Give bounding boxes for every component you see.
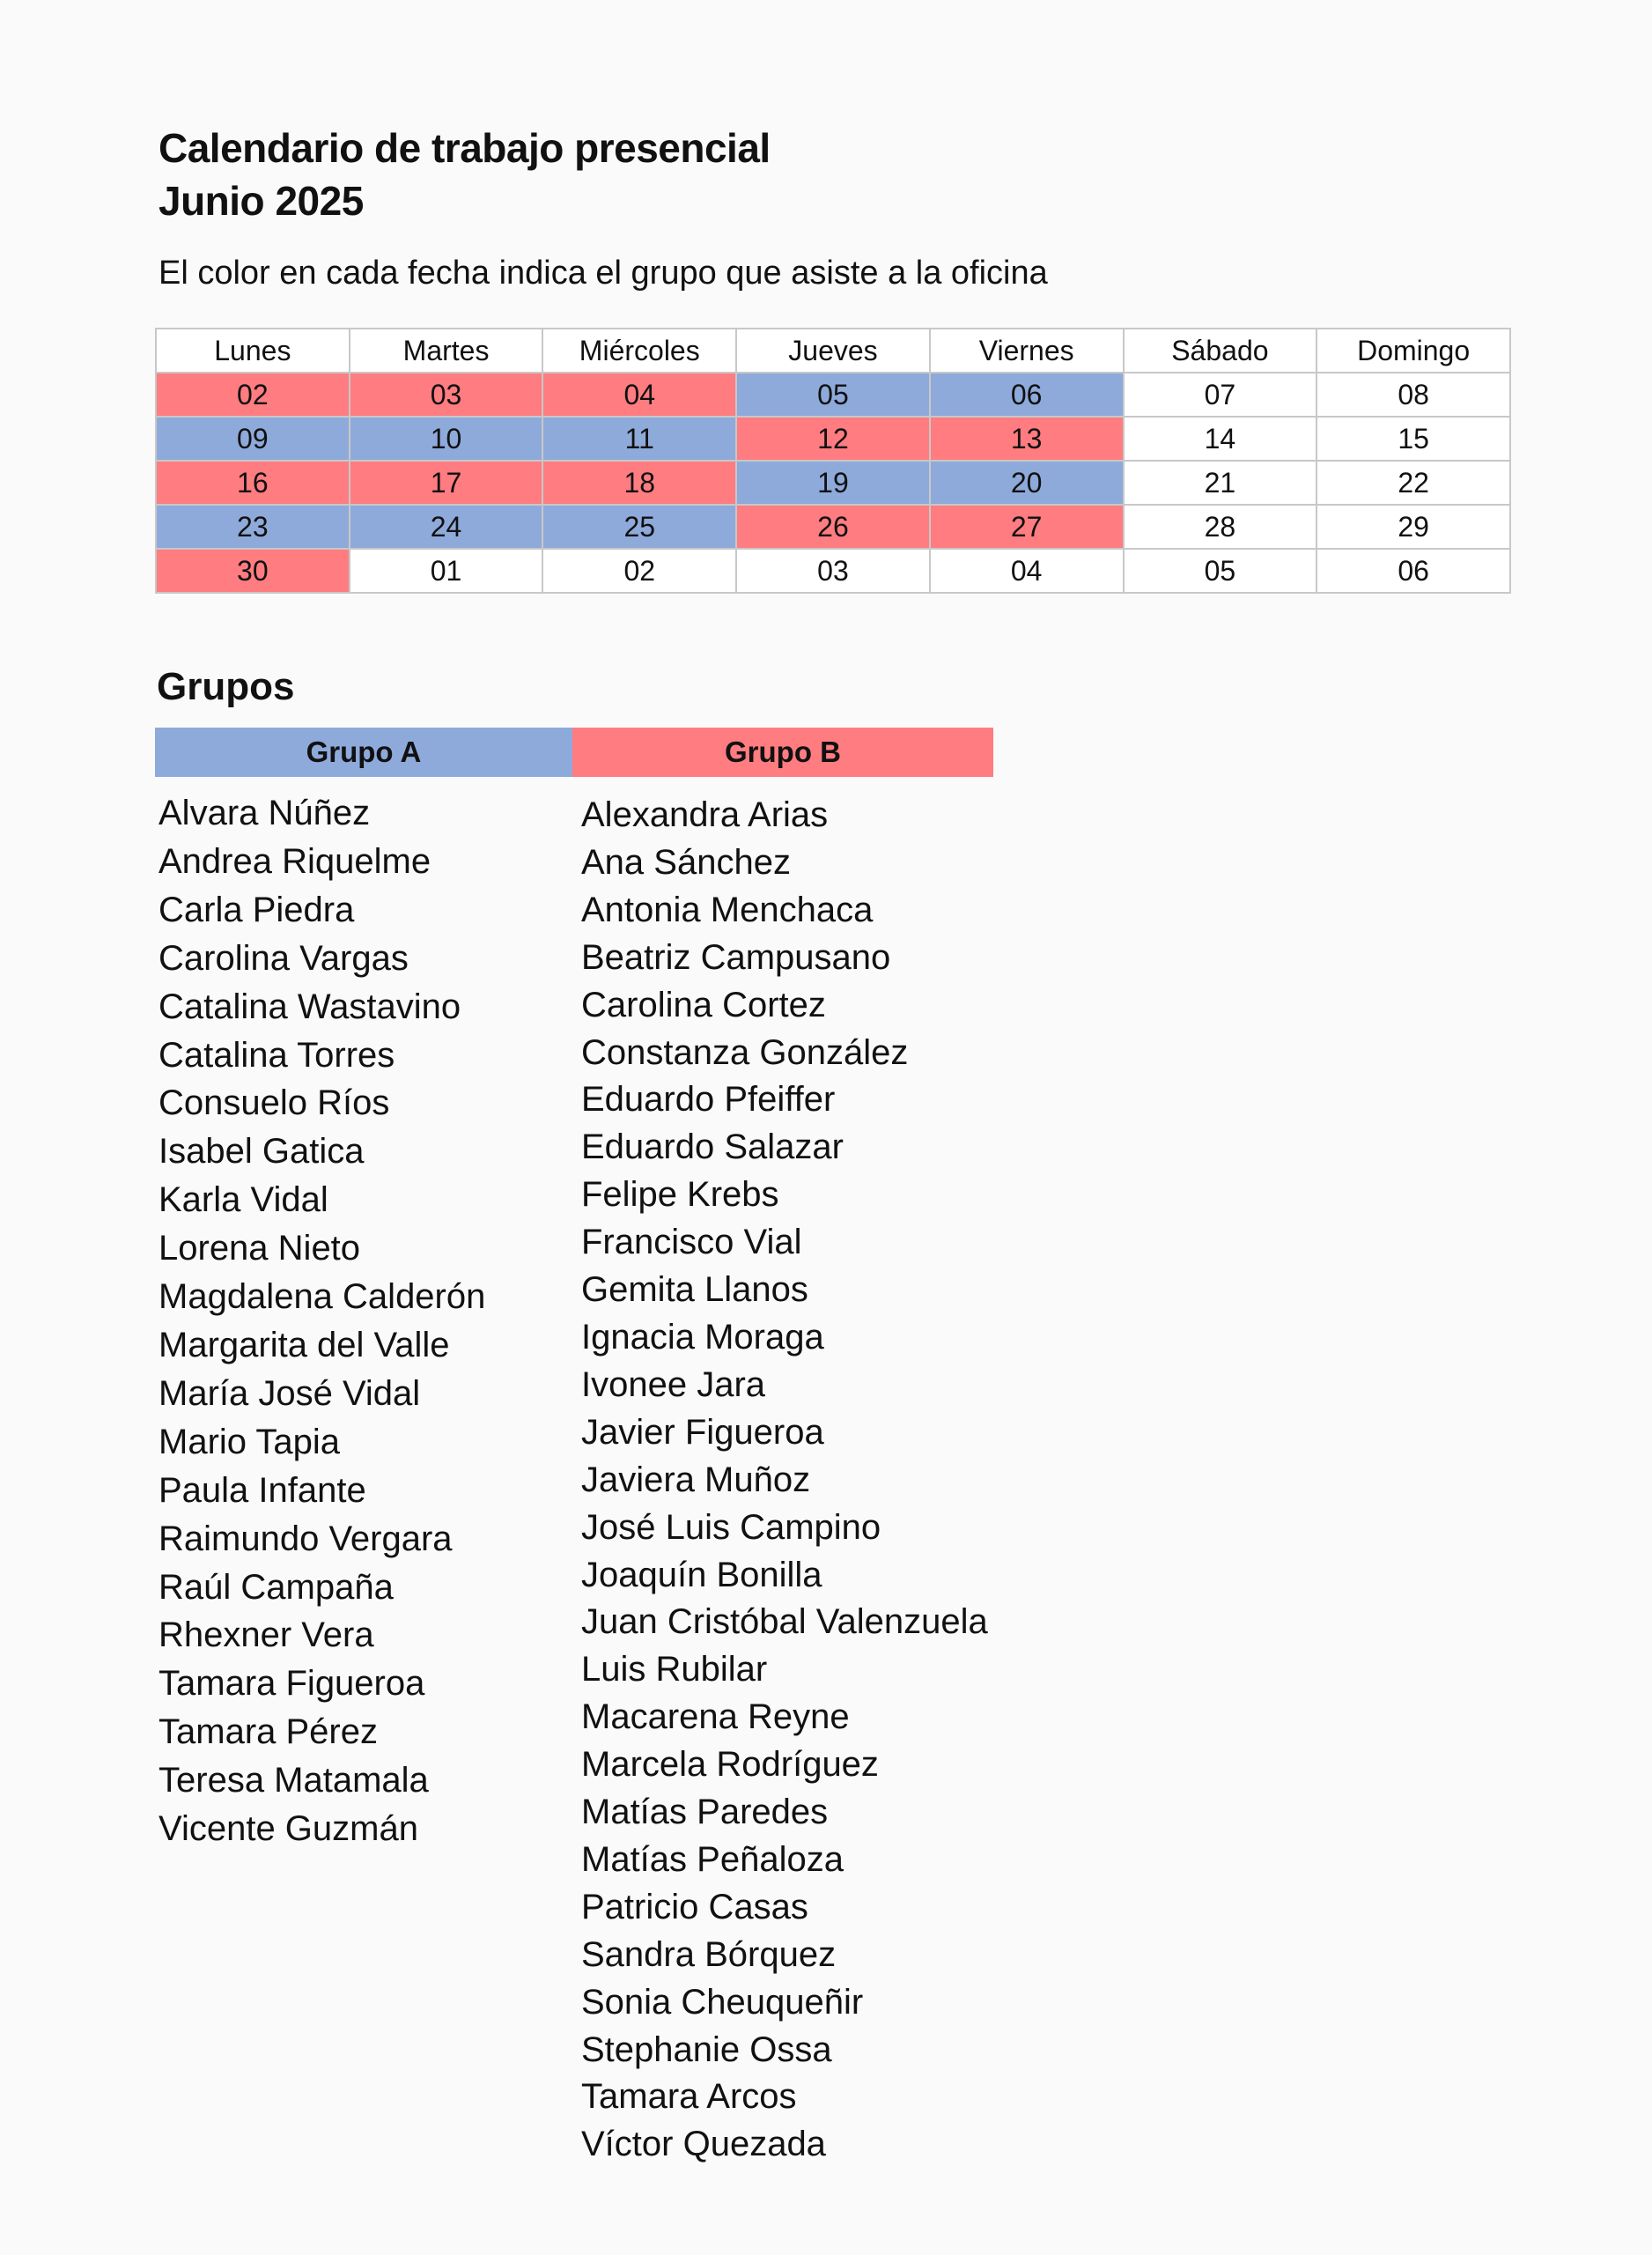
member-name: Beatriz Campusano [581, 937, 891, 977]
member-name: Javier Figueroa [581, 1412, 824, 1452]
calendar-week-row [156, 505, 1510, 549]
title-line-2: Junio 2025 [159, 178, 364, 224]
weekday-header: Domingo [1316, 329, 1510, 373]
calendar-day-cell: 27 [930, 505, 1124, 549]
calendar-week-row [156, 549, 1510, 593]
calendar-day-cell: 22 [1316, 461, 1510, 505]
member-name: Juan Cristóbal Valenzuela [581, 1602, 988, 1642]
calendar-day-cell: 03 [350, 373, 543, 417]
member-name: Tamara Figueroa [159, 1664, 425, 1704]
calendar-day-cell: 14 [1124, 417, 1317, 461]
member-name: Eduardo Pfeiffer [581, 1080, 836, 1120]
member-name: María José Vidal [159, 1373, 421, 1413]
member-name: Joaquín Bonilla [581, 1555, 822, 1594]
weekday-header: Sábado [1124, 329, 1317, 373]
calendar-day-cell: 06 [1316, 549, 1510, 593]
calendar-day-cell: 18 [542, 461, 736, 505]
title-line-1: Calendario de trabajo presencial [159, 125, 771, 171]
member-name: Tamara Arcos [581, 2077, 797, 2117]
member-name: Teresa Matamala [159, 1761, 429, 1800]
member-name: Catalina Torres [159, 1035, 395, 1075]
calendar-day-cell: 25 [542, 505, 736, 549]
member-name: Rhexner Vera [159, 1615, 374, 1655]
member-name: Matías Peñaloza [581, 1839, 844, 1879]
weekday-header: Lunes [156, 329, 350, 373]
member-name: Raúl Campaña [159, 1567, 394, 1607]
calendar-day-cell: 13 [930, 417, 1124, 461]
member-name: José Luis Campino [581, 1507, 881, 1547]
calendar-week-row [156, 373, 1510, 417]
member-name: Catalina Wastavino [159, 987, 461, 1026]
group-b-header: Grupo B [572, 728, 993, 777]
member-name: Paula Infante [159, 1470, 366, 1510]
member-name: Carolina Vargas [159, 938, 409, 978]
member-name: Constanza González [581, 1032, 909, 1072]
calendar-header-row [156, 329, 1510, 373]
group-a-header: Grupo A [155, 728, 572, 777]
calendar-day-cell: 30 [156, 549, 350, 593]
calendar-day-cell: 15 [1316, 417, 1510, 461]
calendar-day-cell: 04 [542, 373, 736, 417]
group-b-member-list [581, 792, 988, 2169]
page-title [159, 122, 771, 227]
calendar-day-cell: 21 [1124, 461, 1317, 505]
weekday-header: Viernes [930, 329, 1124, 373]
member-name: Javiera Muñoz [581, 1460, 811, 1499]
member-name: Ivonee Jara [581, 1364, 766, 1404]
weekday-header: Jueves [736, 329, 930, 373]
member-name: Vicente Guzmán [159, 1809, 418, 1849]
calendar-day-cell: 05 [736, 373, 930, 417]
calendar-day-cell: 04 [930, 549, 1124, 593]
weekday-header: Miércoles [542, 329, 736, 373]
calendar-day-cell: 11 [542, 417, 736, 461]
member-name: Alexandra Arias [581, 795, 829, 834]
weekday-header: Martes [350, 329, 543, 373]
groups-heading: Grupos [157, 665, 295, 708]
subtitle: El color en cada fecha indica el grupo que asiste a la oficina [159, 255, 1048, 292]
calendar-day-cell: 03 [736, 549, 930, 593]
member-name: Magdalena Calderón [159, 1277, 486, 1317]
member-name: Alvara Núñez [159, 794, 371, 832]
member-name: Margarita del Valle [159, 1325, 450, 1364]
member-name: Víctor Quezada [581, 2125, 826, 2164]
member-name: Lorena Nieto [159, 1229, 361, 1268]
calendar-day-cell: 02 [156, 373, 350, 417]
calendar-day-cell: 24 [350, 505, 543, 549]
member-name: Antonia Menchaca [581, 890, 874, 929]
member-name: Felipe Krebs [581, 1175, 779, 1215]
calendar-day-cell: 23 [156, 505, 350, 549]
member-name: Eduardo Salazar [581, 1128, 844, 1167]
member-name: Patricio Casas [581, 1887, 808, 1926]
member-name: Andrea Riquelme [159, 841, 431, 881]
calendar-week-row [156, 417, 1510, 461]
member-name: Francisco Vial [581, 1223, 802, 1262]
member-name: Consuelo Ríos [159, 1083, 390, 1123]
member-name: Ignacia Moraga [581, 1317, 824, 1357]
calendar-week-row [156, 461, 1510, 505]
member-name: Ana Sánchez [581, 842, 791, 882]
calendar-body [156, 373, 1510, 593]
member-name: Gemita Llanos [581, 1270, 808, 1310]
member-name: Tamara Pérez [159, 1712, 378, 1752]
calendar-day-cell: 26 [736, 505, 930, 549]
member-name: Raimundo Vergara [159, 1519, 453, 1558]
calendar-day-cell: 05 [1124, 549, 1317, 593]
member-name: Isabel Gatica [159, 1132, 365, 1172]
calendar-day-cell: 16 [156, 461, 350, 505]
calendar-day-cell: 06 [930, 373, 1124, 417]
member-name: Mario Tapia [159, 1422, 341, 1461]
calendar-day-cell: 28 [1124, 505, 1317, 549]
member-name: Carla Piedra [159, 890, 355, 929]
member-name: Marcela Rodríguez [581, 1745, 879, 1785]
group-a-member-list [159, 789, 485, 1853]
member-name: Stephanie Ossa [581, 2030, 832, 2069]
calendar-table [155, 328, 1511, 594]
member-name: Macarena Reyne [581, 1697, 850, 1737]
calendar-day-cell: 07 [1124, 373, 1317, 417]
calendar-day-cell: 09 [156, 417, 350, 461]
calendar-day-cell: 10 [350, 417, 543, 461]
member-name: Sandra Bórquez [581, 1934, 837, 1974]
calendar-day-cell: 08 [1316, 373, 1510, 417]
calendar-day-cell: 20 [930, 461, 1124, 505]
calendar-day-cell: 12 [736, 417, 930, 461]
member-name: Luis Rubilar [581, 1650, 768, 1689]
calendar-day-cell: 01 [350, 549, 543, 593]
member-name: Carolina Cortez [581, 985, 826, 1024]
member-name: Karla Vidal [159, 1180, 328, 1220]
member-name: Sonia Cheuqueñir [581, 1982, 864, 2022]
calendar-day-cell: 17 [350, 461, 543, 505]
calendar-day-cell: 19 [736, 461, 930, 505]
member-name: Matías Paredes [581, 1793, 829, 1832]
calendar-day-cell: 02 [542, 549, 736, 593]
calendar-day-cell: 29 [1316, 505, 1510, 549]
